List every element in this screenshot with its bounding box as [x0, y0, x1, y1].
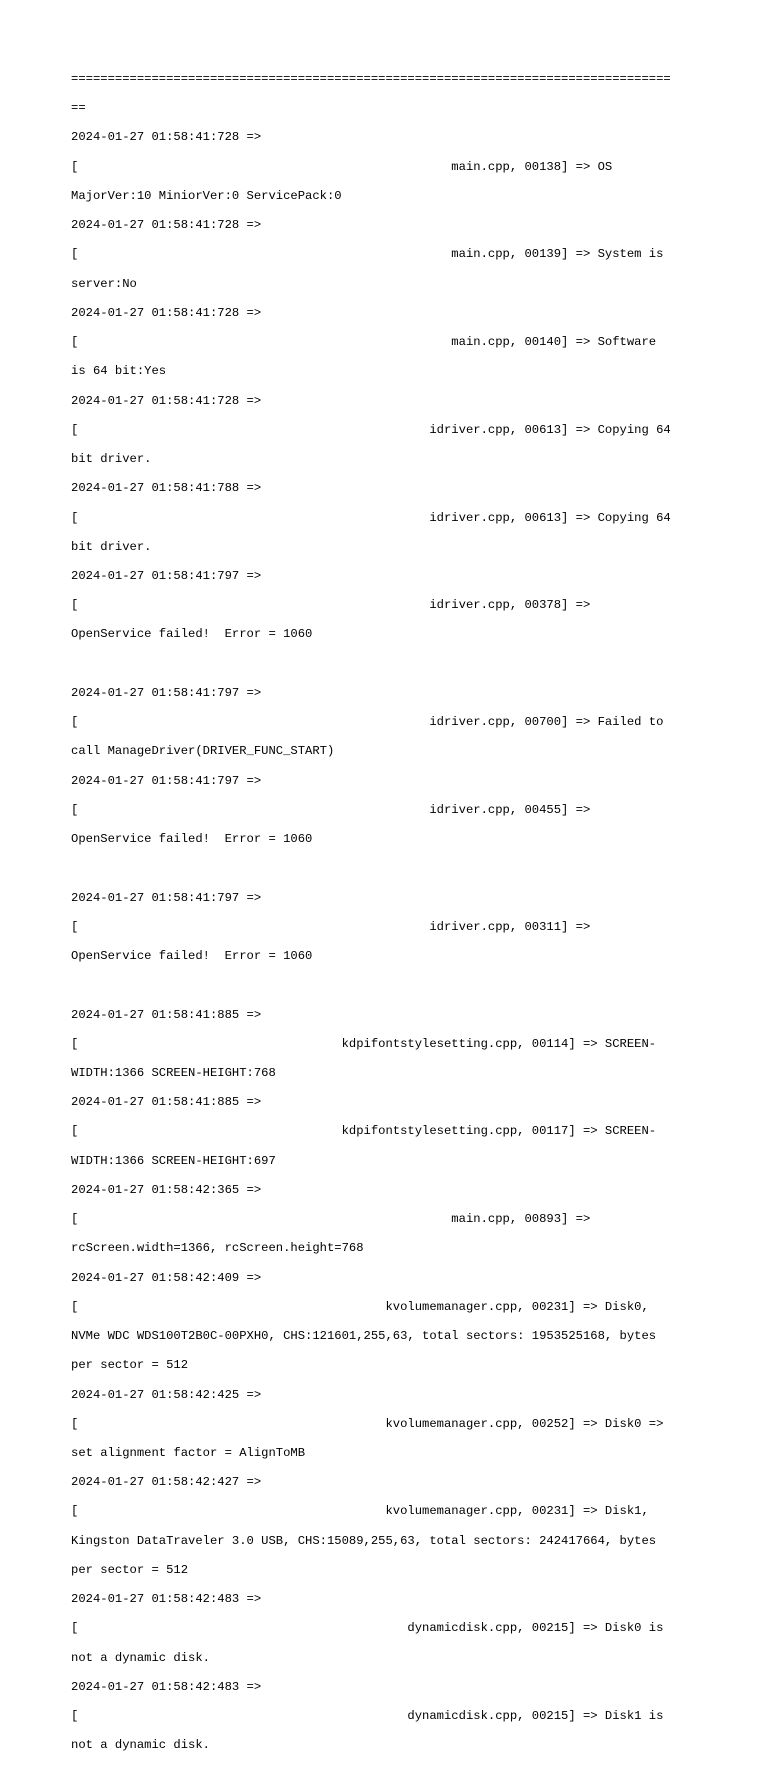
- log-timestamp: 2024-01-27 01:58:41:797 =>: [71, 773, 262, 788]
- log-timestamp: 2024-01-27 01:58:41:788 =>: [71, 481, 262, 496]
- blank-line: [71, 657, 711, 672]
- log-timestamp: 2024-01-27 01:58:42:483 =>: [71, 1679, 262, 1694]
- log-message: not a dynamic disk.: [71, 1738, 210, 1753]
- blank-line: [71, 978, 711, 993]
- log-source: [ kvolumemanager.cpp, 00252] => Disk0 =>: [71, 1416, 664, 1431]
- log-source: [ idriver.cpp, 00378] =>: [71, 598, 591, 613]
- log-timestamp: 2024-01-27 01:58:42:409 =>: [71, 1270, 262, 1285]
- log-timestamp: 2024-01-27 01:58:41:797 =>: [71, 890, 262, 905]
- log-message: set alignment factor = AlignToMB: [71, 1446, 306, 1461]
- blank-line: [71, 861, 711, 876]
- log-message: OpenService failed! Error = 1060: [71, 832, 313, 847]
- log-timestamp: 2024-01-27 01:58:41:728 =>: [71, 393, 262, 408]
- log-timestamp: 2024-01-27 01:58:41:728 =>: [71, 130, 262, 145]
- log-timestamp: 2024-01-27 01:58:42:427 =>: [71, 1475, 262, 1490]
- log-message: NVMe WDC WDS100T2B0C-00PXH0, CHS:121601,255,63, total sectors: 1953525168, bytes: [71, 1329, 657, 1344]
- log-timestamp: 2024-01-27 01:58:41:885 =>: [71, 1007, 262, 1022]
- log-source: [ main.cpp, 00893] =>: [71, 1212, 591, 1227]
- log-message: bit driver.: [71, 452, 152, 467]
- log-source: [ idriver.cpp, 00613] => Copying 64: [71, 422, 671, 437]
- log-source: [ main.cpp, 00139] => System is: [71, 247, 664, 262]
- log-message: OpenService failed! Error = 1060: [71, 949, 313, 964]
- log-source: [ idriver.cpp, 00613] => Copying 64: [71, 510, 671, 525]
- separator-line: ==================================================================================: [71, 72, 671, 86]
- log-source: [ kdpifontstylesetting.cpp, 00117] => SCREEN-: [71, 1124, 657, 1139]
- log-message: OpenService failed! Error = 1060: [71, 627, 313, 642]
- log-message: MajorVer:10 MiniorVer:0 ServicePack:0: [71, 188, 342, 203]
- log-timestamp: 2024-01-27 01:58:42:365 =>: [71, 1182, 262, 1197]
- log-message: bit driver.: [71, 539, 152, 554]
- log-message: is 64 bit:Yes: [71, 364, 167, 379]
- log-source: [ idriver.cpp, 00455] =>: [71, 802, 591, 817]
- log-source: [ kvolumemanager.cpp, 00231] => Disk1,: [71, 1504, 649, 1519]
- log-source: [ dynamicdisk.cpp, 00215] => Disk1 is: [71, 1709, 664, 1724]
- log-source: [ dynamicdisk.cpp, 00215] => Disk0 is: [71, 1621, 664, 1636]
- log-message: per sector = 512: [71, 1562, 189, 1577]
- log-timestamp: 2024-01-27 01:58:41:797 =>: [71, 568, 262, 583]
- log-source: [ idriver.cpp, 00700] => Failed to: [71, 715, 664, 730]
- log-message: WIDTH:1366 SCREEN-HEIGHT:697: [71, 1153, 276, 1168]
- log-message: Kingston DataTraveler 3.0 USB, CHS:15089,255,63, total sectors: 242417664, bytes: [71, 1533, 657, 1548]
- log-source: [ main.cpp, 00138] => OS: [71, 159, 613, 174]
- log-timestamp: 2024-01-27 01:58:42:483 =>: [71, 1592, 262, 1607]
- log-source: [ kdpifontstylesetting.cpp, 00114] => SCREEN-: [71, 1036, 657, 1051]
- log-message: rcScreen.width=1366, rcScreen.height=768: [71, 1241, 364, 1256]
- log-message: WIDTH:1366 SCREEN-HEIGHT:768: [71, 1065, 276, 1080]
- log-message: server:No: [71, 276, 137, 291]
- log-timestamp: 2024-01-27 01:58:41:728 =>: [71, 305, 262, 320]
- log-source: [ idriver.cpp, 00311] =>: [71, 919, 591, 934]
- log-timestamp: 2024-01-27 01:58:42:425 =>: [71, 1387, 262, 1402]
- log-timestamp: 2024-01-27 01:58:41:797 =>: [71, 685, 262, 700]
- log-timestamp: 2024-01-27 01:58:41:885 =>: [71, 1095, 262, 1110]
- log-message: per sector = 512: [71, 1358, 189, 1373]
- separator-line-tail: ==: [71, 101, 86, 116]
- log-timestamp: 2024-01-27 01:58:41:728 =>: [71, 218, 262, 233]
- log-text-document: [71, 72, 711, 1768]
- log-source: [ main.cpp, 00140] => Software: [71, 335, 657, 350]
- log-message: not a dynamic disk.: [71, 1650, 210, 1665]
- log-source: [ kvolumemanager.cpp, 00231] => Disk0,: [71, 1299, 649, 1314]
- log-message: call ManageDriver(DRIVER_FUNC_START): [71, 744, 335, 759]
